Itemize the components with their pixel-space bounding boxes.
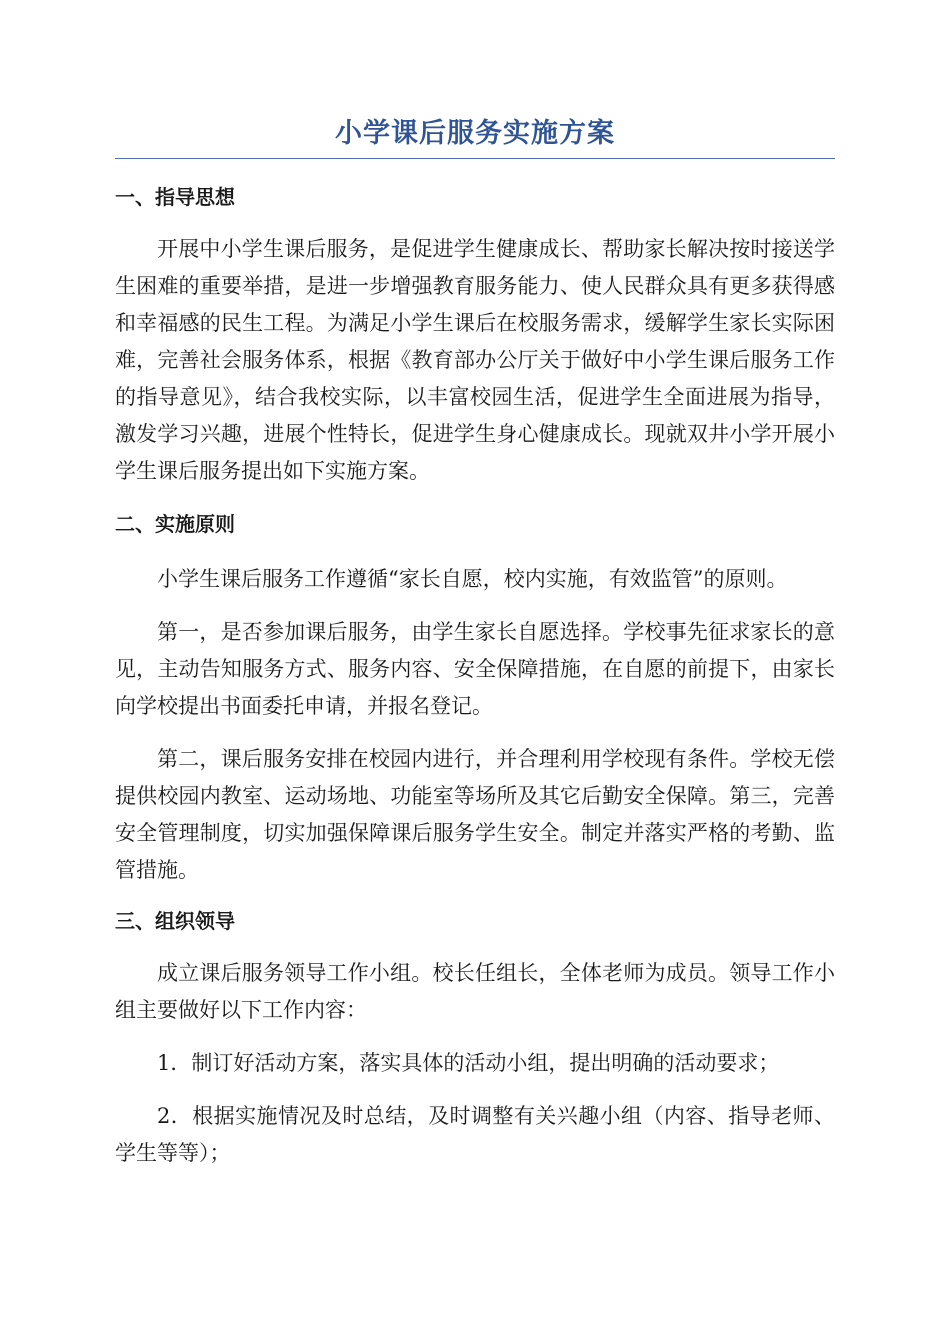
section-paragraph: 第一，是否参加课后服务，由学生家长自愿选择。学校事先征求家长的意见，主动告知服务方式、服务内容、安全保障措施，在自愿的前提下，由家长向学校提出书面委托申请，并报名登记。 xyxy=(115,620,835,718)
section-paragraph: 第二，课后服务安排在校园内进行，并合理利用学校现有条件。学校无偿提供校园内教室、运动场地、功能室等场所及其它后勤安全保障。第三，完善安全管理制度，切实加强保障课后服务学生安全。制定并落实严格的考勤、监管措施。 xyxy=(115,747,835,882)
document-page xyxy=(115,112,835,1172)
document-title: 小学课后服务实施方案 xyxy=(115,112,835,159)
section-heading-guiding-ideology: 一、指导思想 xyxy=(115,185,235,209)
section-heading-principles: 二、实施原则 xyxy=(115,512,235,536)
section-paragraph: 成立课后服务领导工作小组。校长任组长，全体老师为成员。领导工作小组主要做好以下工作内容： xyxy=(115,961,835,1022)
section-heading-leadership: 三、组织领导 xyxy=(115,909,235,933)
list-item: 2．根据实施情况及时总结，及时调整有关兴趣小组（内容、指导老师、学生等等）； xyxy=(115,1104,835,1165)
list-item: 1．制订好活动方案，落实具体的活动小组，提出明确的活动要求； xyxy=(157,1051,780,1075)
section-paragraph: 小学生课后服务工作遵循“家长自愿，校内实施，有效监管”的原则。 xyxy=(157,567,788,591)
section-paragraph: 开展中小学生课后服务，是促进学生健康成长、帮助家长解决按时接送学生困难的重要举措，是进一步增强教育服务能力、使人民群众具有更多获得感和幸福感的民生工程。为满足小学生课后在校服务需求，缓解学生家长实际困难，完善社会服务体系，根据《教育部办公厅关于做好中小学生课后服务工作的指导意见》，结合我校实际，以丰富校园生活，促进学生全面进展为指导，激发学习兴趣，进展个性特长，促进学生身心健康成长。现就双井小学开展小学生课后服务提出如下实施方案。 xyxy=(115,237,835,483)
